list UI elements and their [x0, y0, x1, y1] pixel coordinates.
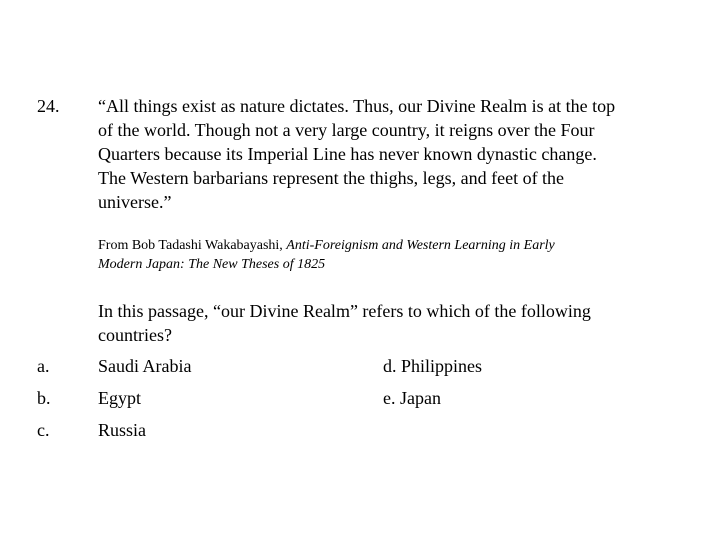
quote-line: Quarters because its Imperial Line has never known dynastic change.: [98, 144, 597, 164]
option-b-letter: b.: [37, 388, 51, 408]
source-line-2: [98, 255, 698, 274]
option-b-text[interactable]: Egypt: [98, 388, 141, 408]
quote-line: “All things exist as nature dictates. Thus, our Divine Realm is at the top: [98, 96, 616, 116]
source-title-part-2: Modern Japan: The New Theses of 1825: [98, 257, 326, 272]
option-c-text[interactable]: Russia: [98, 420, 147, 440]
quote-passage: [98, 94, 688, 214]
source-citation: [98, 236, 698, 274]
option-e[interactable]: e. Japan: [383, 388, 441, 408]
option-c-letter: c.: [37, 420, 50, 440]
question-number: 24.: [37, 96, 60, 116]
prompt-line: countries?: [98, 325, 172, 345]
option-d[interactable]: d. Philippines: [383, 356, 483, 376]
option-a-text[interactable]: Saudi Arabia: [98, 356, 192, 376]
quote-line: universe.”: [98, 192, 172, 212]
source-line-1: [98, 236, 698, 255]
question-prompt: [98, 299, 698, 347]
source-title-part-1: Anti-Foreignism and Western Learning in Early: [286, 238, 555, 253]
source-prefix: From Bob Tadashi Wakabayashi,: [98, 238, 287, 253]
quote-line: of the world. Though not a very large country, it reigns over the Four: [98, 120, 595, 140]
prompt-line: In this passage, “our Divine Realm” refers to which of the following: [98, 301, 591, 321]
option-a-letter: a.: [37, 356, 50, 376]
quote-line: The Western barbarians represent the thighs, legs, and feet of the: [98, 168, 565, 188]
